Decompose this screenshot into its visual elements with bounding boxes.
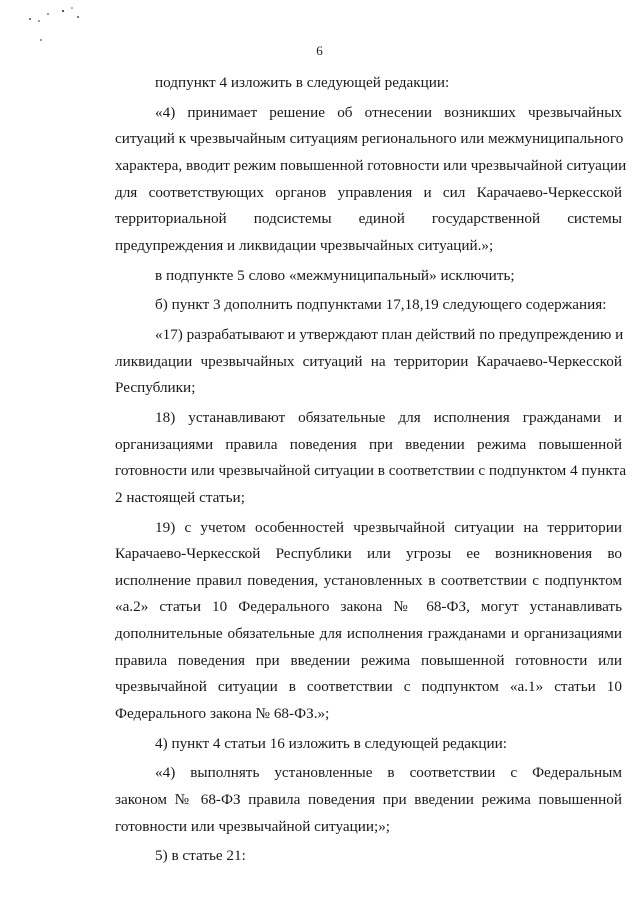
text-line: готовности или чрезвычайной ситуации в соответствии с подпунктом 4 пункта (115, 462, 627, 480)
text-line: 2 настоящей статьи; (115, 488, 245, 506)
text-line: характера, вводит режим повышенной готовности или чрезвычайной ситуации (115, 156, 627, 174)
text-line: ликвидации чрезвычайных ситуаций на территории Карачаево-Черкесской (115, 352, 622, 370)
text-line: «а.2» статьи 10 Федерального закона № 68-ФЗ, могут устанавливать (115, 598, 622, 616)
text-line: дополнительные обязательные для исполнения гражданами и организациями (115, 625, 622, 642)
document-body (115, 70, 627, 873)
text-line: 19) с учетом особенностей чрезвычайной ситуации на территории (155, 518, 622, 536)
text-line: территориальной подсистемы единой государственной системы (115, 210, 622, 228)
text-line: Федерального закона № 68-ФЗ.»; (115, 704, 330, 722)
text-line: готовности или чрезвычайной ситуации;»; (115, 817, 391, 835)
text-line: предупреждения и ликвидации чрезвычайных ситуаций.»; (115, 236, 494, 254)
text-line: для соответствующих органов управления и сил Карачаево-Черкесской (115, 183, 622, 201)
paragraph: в подпункте 5 слово «межмуниципальный» исключить; (155, 266, 515, 284)
text-line: «4) выполнять установленные в соответствии с Федеральным (155, 764, 622, 782)
text-line: «4) принимает решение об отнесении возникших чрезвычайных (155, 103, 622, 121)
paragraph: б) пункт 3 дополнить подпунктами 17,18,19 следующего содержания: (155, 296, 607, 314)
text-line: ситуаций к чрезвычайным ситуациям регионального или межмуниципального (115, 130, 624, 148)
text-line: «17) разрабатывают и утверждают план действий по предупреждению и (155, 326, 624, 344)
paragraph (115, 322, 622, 402)
paragraph: подпункт 4 изложить в следующей редакции: (155, 74, 450, 91)
page-number: 6 (316, 43, 323, 58)
paragraph (115, 405, 627, 511)
paragraph: 5) в статье 21: (155, 847, 246, 865)
text-line: организациями правила поведения при введении режима повышенной (115, 435, 622, 453)
paragraph (115, 760, 622, 840)
text-line: исполнение правил поведения, установленных в соответствии с подпунктом (115, 571, 622, 589)
text-line: чрезвычайной ситуации в соответствии с подпунктом «а.1» статьи 10 (115, 678, 622, 696)
text-line: Республики; (115, 379, 196, 397)
paragraph (115, 515, 622, 728)
paragraph (115, 100, 627, 260)
scan-specks (28, 6, 98, 46)
text-line: правила поведения при введении режима повышенной готовности или (115, 651, 622, 669)
text-line: законом № 68-ФЗ правила поведения при введении режима повышенной (115, 790, 622, 808)
paragraph: 4) пункт 4 статьи 16 изложить в следующей редакции: (155, 734, 508, 752)
text-line: Карачаево-Черкесской Республики или угрозы ее возникновения во (115, 545, 622, 563)
text-line: 18) устанавливают обязательные для исполнения гражданами и (155, 409, 622, 427)
